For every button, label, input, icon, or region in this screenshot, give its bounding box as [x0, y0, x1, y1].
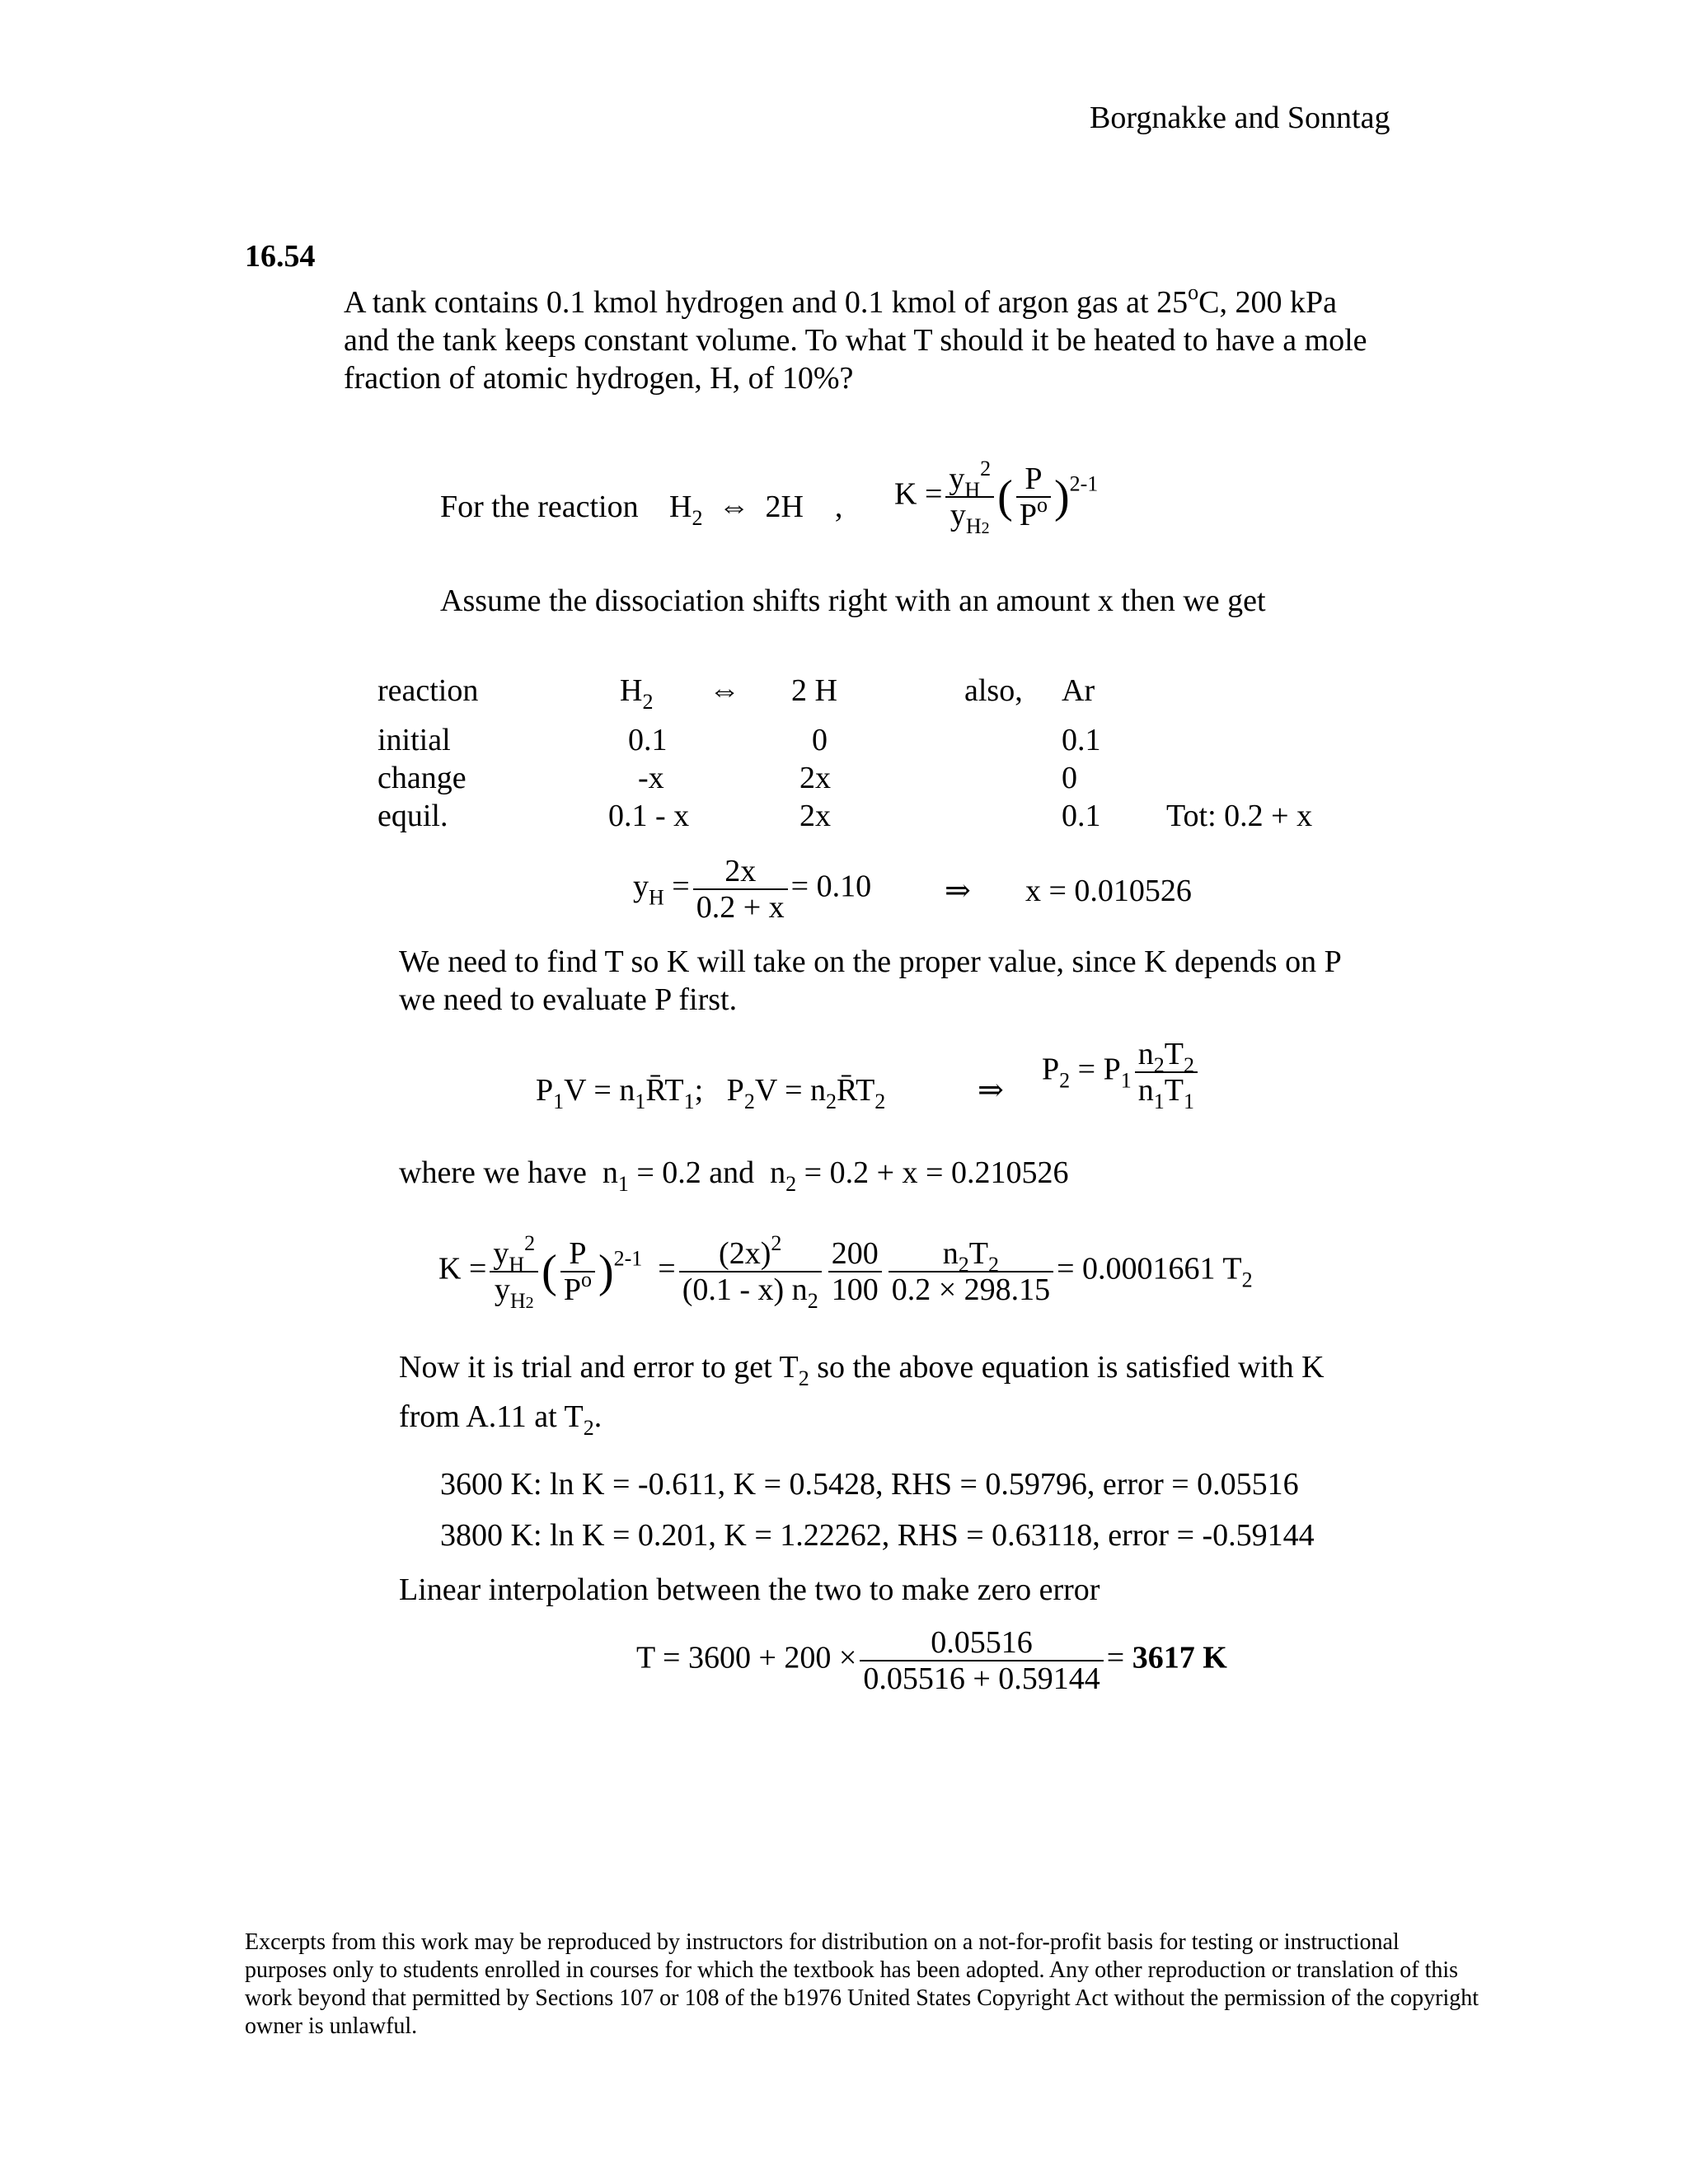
- also-label: also,: [964, 673, 1023, 708]
- k-definition: K = $\frac{y_H^2}{y_{H2}}$ ( $\frac{P}{P^o}$ )$^{2-1}$: [894, 457, 1099, 538]
- ar-header: Ar: [1062, 673, 1095, 708]
- implies-arrow-2: ⇒: [978, 1073, 1004, 1108]
- problem-statement-line-3: fraction of atomic hydrogen, H, of 10%?: [344, 361, 854, 396]
- reaction-equation: $H_2$ ⇔ 2H ,: [669, 490, 843, 530]
- h-initial: 0: [812, 723, 828, 757]
- copyright-footer: Excerpts from this work may be reproduced by instructors for distribution on a not-for-profit basis for testing or instructional purposes only to students enrolled in courses for which the textbook has been adopted. Any other reproduction or translation of this work beyond that permitted by Sections 107 or 108 of the b1976 United States Copyright Act without the permission of the copyright owner is unlawful.: [245, 1929, 1479, 2039]
- yh-equation: $y_H$ = $\frac{2x}{0.2 + x}$ = 0.10: [633, 854, 872, 925]
- trial-line-2: from A.11 at $T_2$.: [399, 1399, 603, 1440]
- final-answer: 3617 K: [1132, 1640, 1227, 1675]
- where-line: where we have $n_1 = 0.2$ and $n_2 = 0.2 + x = 0.210526$: [399, 1155, 1069, 1196]
- row-label-reaction: reaction: [377, 673, 479, 708]
- h2-initial: 0.1: [628, 723, 668, 757]
- ar-equil: 0.1: [1062, 799, 1101, 833]
- problem-statement-line-1: A tank contains 0.1 kmol hydrogen and 0.1 kmol of argon gas at 25$^o$C, 200 kPa: [344, 280, 1337, 320]
- trial-line-1: Now it is trial and error to get $T_2$ so the above equation is satisfied with K: [399, 1350, 1325, 1390]
- row-label-change: change: [377, 761, 467, 795]
- assume-line: Assume the dissociation shifts right with an amount x then we get: [440, 583, 1266, 618]
- k-equation: K = $\frac{y_H^2}{y_{H2}}$ ( $\frac{P}{P^o}$ )$^{2-1}$ = $\frac{(2x)^2}{(0.1 - x) n_2}$ $\frac{200}{100}$ $\frac{n_2T_2}{0.2 \times 298.15}$ = 0.0001661 $T_2$: [438, 1231, 1253, 1313]
- h-change: 2x: [799, 761, 831, 795]
- total-moles: Tot: 0.2 + x: [1166, 799, 1313, 833]
- problem-statement-line-2: and the tank keeps constant volume. To what T should it be heated to have a mole: [344, 323, 1367, 358]
- need-line-1: We need to find T so K will take on the proper value, since K depends on P: [399, 944, 1342, 979]
- reaction-intro: For the reaction: [440, 490, 639, 524]
- header-authors: Borgnakke and Sonntag: [1090, 101, 1390, 135]
- trial-3600: 3600 K: ln K = -0.611, K = 0.5428, RHS = 0.59796, error = 0.05516: [440, 1467, 1299, 1502]
- need-line-2: we need to evaluate P first.: [399, 982, 738, 1017]
- x-result: x = 0.010526: [1025, 874, 1192, 908]
- h-header: 2 H: [791, 673, 837, 708]
- ar-change: 0: [1062, 761, 1077, 795]
- row-label-equil: equil.: [377, 799, 448, 833]
- trial-3800: 3800 K: ln K = 0.201, K = 1.22262, RHS = 0.63118, error = -0.59144: [440, 1518, 1315, 1553]
- p2-equation: $P_2 = P_1$ $\frac{n_2T_2}{n_1T_1}$: [1042, 1037, 1201, 1108]
- h2-header: $H_2$: [620, 673, 654, 714]
- interpolation-line: Linear interpolation between the two to make zero error: [399, 1572, 1100, 1607]
- h2-equil: 0.1 - x: [608, 799, 690, 833]
- h2-change: -x: [638, 761, 664, 795]
- ideal-gas-equation: $P_1V$ = $n_1R̄T_1$; $P_2V$ = $n_2R̄T_2$: [536, 1073, 886, 1113]
- problem-number: 16.54: [245, 239, 316, 274]
- h-equil: 2x: [799, 799, 831, 833]
- implies-arrow: ⇒: [945, 874, 971, 908]
- row-label-initial: initial: [377, 723, 451, 757]
- ar-initial: 0.1: [1062, 723, 1101, 757]
- equilibrium-arrow: ⇔: [709, 673, 740, 708]
- final-equation: T = 3600 + 200 × $\frac{0.05516}{0.05516 + 0.59144}$ = 3617 K: [636, 1625, 1227, 1696]
